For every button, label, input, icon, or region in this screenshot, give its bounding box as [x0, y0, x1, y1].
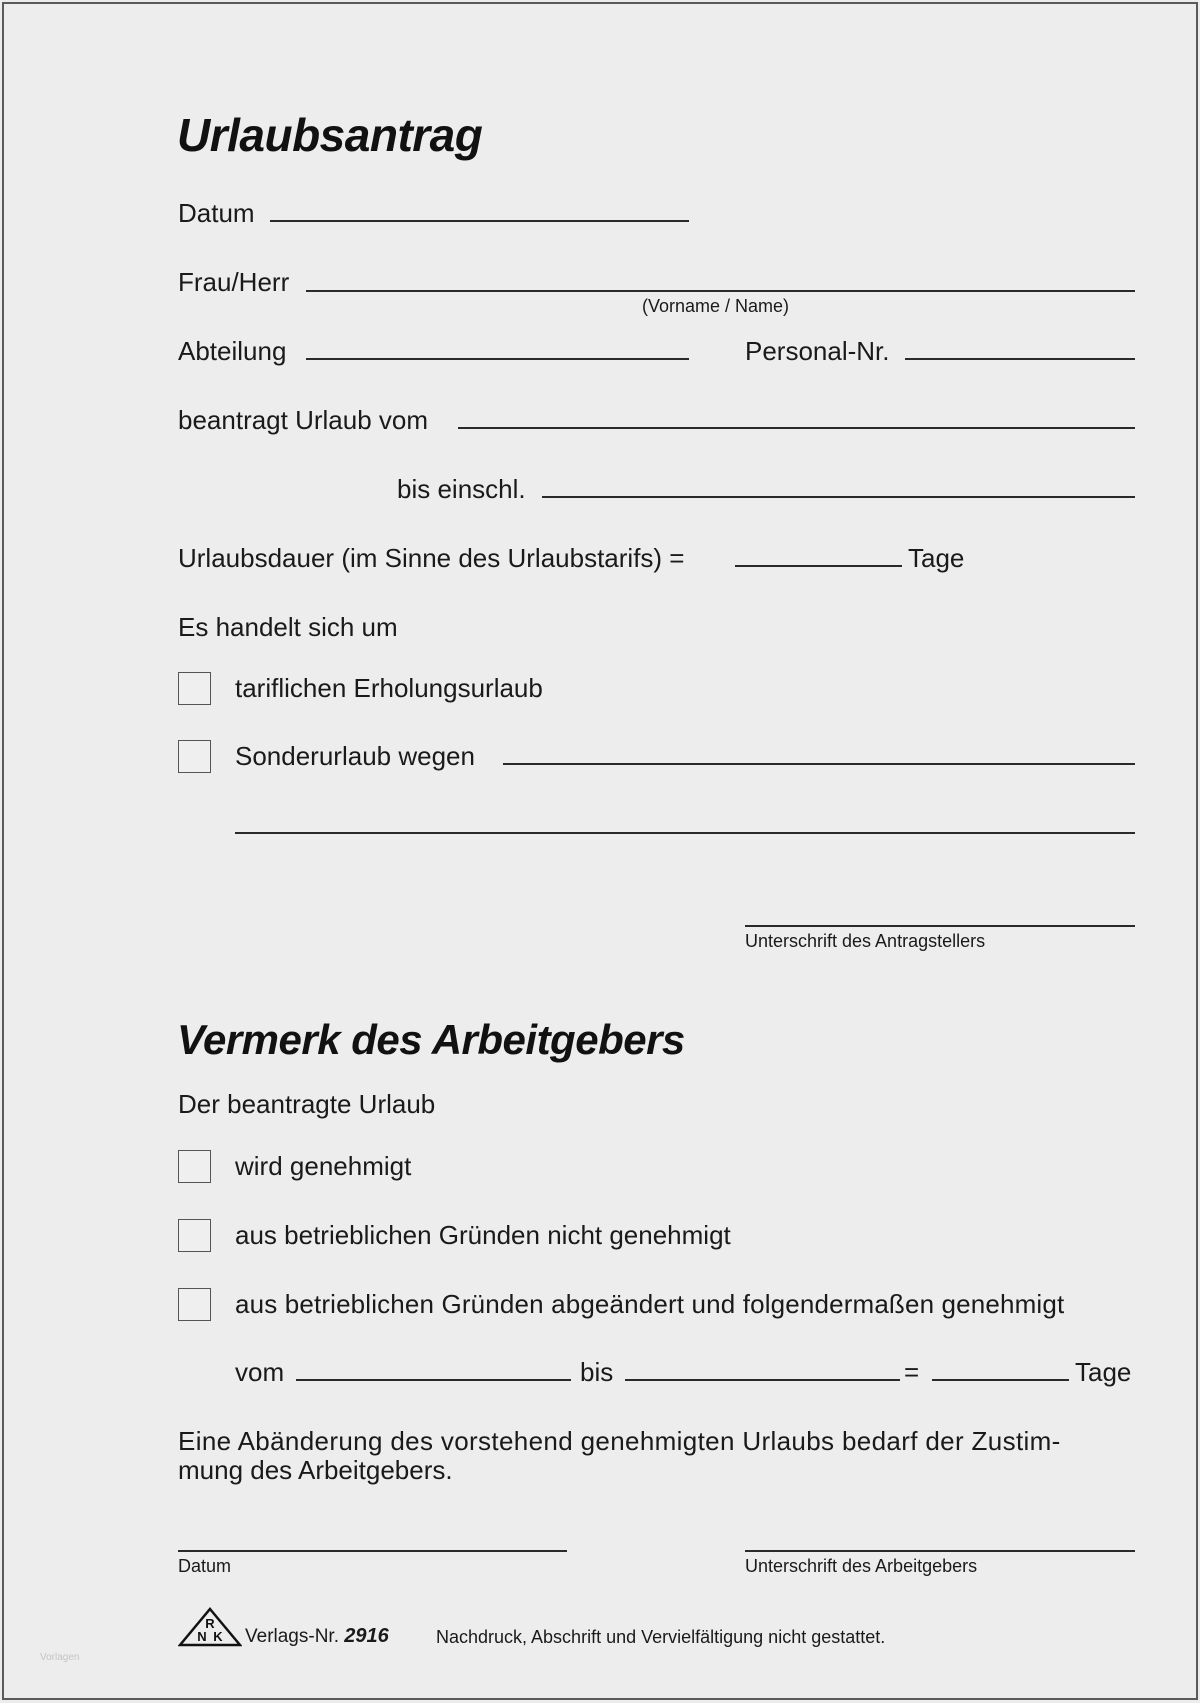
employer-date-label: Datum	[178, 1556, 232, 1576]
range-equals: =	[904, 1357, 920, 1387]
dauer-tage-label: Tage	[908, 543, 965, 573]
verlag-label: Verlags-Nr.	[245, 1626, 339, 1647]
employer-section-title: Vermerk des Arbeitgebers	[177, 1016, 685, 1063]
watermark: Vorlagen	[40, 1652, 80, 1663]
type-prompt: Es handelt sich um	[178, 612, 398, 642]
sonderurlaub-label: Sonderurlaub wegen	[235, 741, 475, 771]
note-line-1: Eine Abänderung des vorstehend genehmigten Urlaubs bedarf der Zustim-	[178, 1426, 1061, 1456]
sonderurlaub-reason-line[interactable]	[503, 763, 1135, 765]
employer-prompt: Der beantragte Urlaub	[178, 1089, 436, 1119]
datum-label: Datum	[178, 198, 255, 228]
sonderurlaub-reason-line-2[interactable]	[235, 832, 1135, 834]
svg-text:R: R	[205, 1616, 215, 1631]
applicant-signature-label: Unterschrift des Antragstellers	[745, 931, 986, 951]
erholungsurlaub-checkbox[interactable]	[178, 672, 211, 705]
genehmigt-label: wird genehmigt	[235, 1151, 412, 1181]
range-bis-input-line[interactable]	[625, 1379, 900, 1381]
svg-text:K: K	[213, 1629, 223, 1644]
name-hint: (Vorname / Name)	[642, 296, 790, 316]
employer-date-line[interactable]	[178, 1550, 567, 1552]
verlag-number-value: 2916	[344, 1625, 389, 1647]
personal-nr-label: Personal-Nr.	[745, 336, 890, 366]
range-tage-input-line[interactable]	[932, 1379, 1069, 1381]
name-label: Frau/Herr	[178, 267, 290, 297]
applicant-signature-line[interactable]	[745, 925, 1135, 927]
publisher-logo-icon	[178, 1607, 242, 1647]
erholungsurlaub-label: tariflichen Erholungsurlaub	[235, 673, 543, 703]
copyright-notice: Nachdruck, Abschrift und Vervielfältigung nicht gestattet.	[436, 1627, 886, 1647]
genehmigt-checkbox[interactable]	[178, 1150, 211, 1183]
range-bis-label: bis	[580, 1357, 614, 1387]
name-input-line[interactable]	[306, 290, 1135, 292]
datum-input-line[interactable]	[270, 220, 689, 222]
bis-einschl-input-line[interactable]	[542, 496, 1135, 498]
svg-text:N: N	[197, 1629, 207, 1644]
range-vom-input-line[interactable]	[296, 1379, 571, 1381]
sonderurlaub-checkbox[interactable]	[178, 740, 211, 773]
abteilung-label: Abteilung	[178, 336, 287, 366]
range-tage-label: Tage	[1075, 1357, 1132, 1387]
nicht-genehmigt-checkbox[interactable]	[178, 1219, 211, 1252]
bis-einschl-label: bis einschl.	[397, 474, 526, 504]
employer-signature-label: Unterschrift des Arbeitgebers	[745, 1556, 978, 1576]
abgeaendert-label: aus betrieblichen Gründen abgeändert und folgendermaßen genehmigt	[235, 1289, 1065, 1319]
personal-nr-input-line[interactable]	[905, 358, 1135, 360]
employer-signature-line[interactable]	[745, 1550, 1135, 1552]
verlag-number	[245, 1626, 389, 1647]
abteilung-input-line[interactable]	[306, 358, 689, 360]
nicht-genehmigt-label: aus betrieblichen Gründen nicht genehmigt	[235, 1220, 731, 1250]
urlaub-vom-input-line[interactable]	[458, 427, 1135, 429]
dauer-input-line[interactable]	[735, 565, 902, 567]
form-title: Urlaubsantrag	[177, 109, 483, 161]
urlaub-vom-label: beantragt Urlaub vom	[178, 405, 429, 435]
note-line-2: mung des Arbeitgebers.	[178, 1455, 453, 1485]
dauer-label: Urlaubsdauer (im Sinne des Urlaubstarifs) =	[178, 543, 685, 573]
range-vom-label: vom	[235, 1357, 285, 1387]
abgeaendert-checkbox[interactable]	[178, 1288, 211, 1321]
